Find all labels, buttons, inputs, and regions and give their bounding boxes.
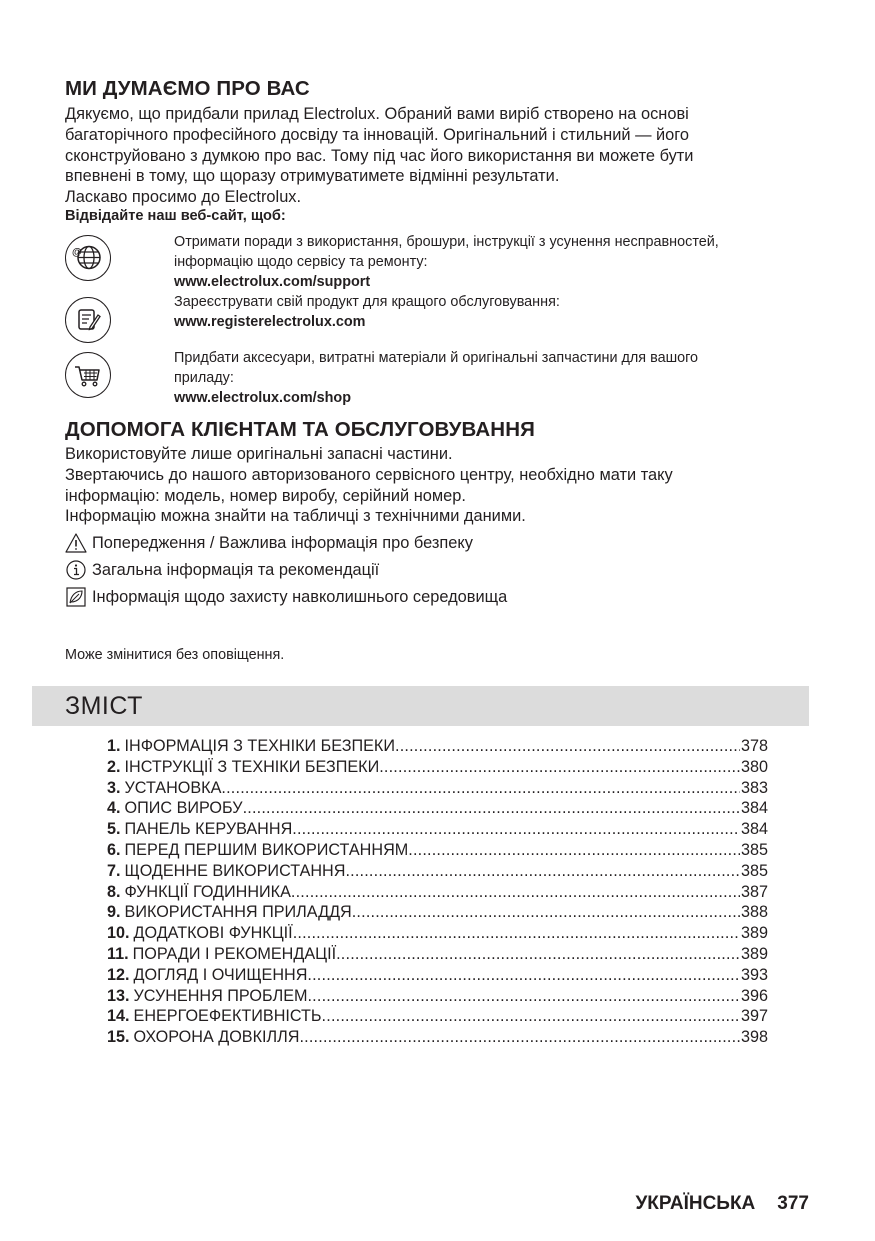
environment-leaf-icon [65,586,87,608]
toc-entry[interactable] [107,841,768,862]
visit-text: інформацію щодо сервісу та ремонту: [174,254,428,270]
support-line: Використовуйте лише оригінальні запасні частини. [65,445,453,463]
legend-text: Попередження / Важлива інформація про безпеку [92,533,473,552]
toc-entry[interactable] [107,779,768,800]
toc-label: ВИКОРИСТАННЯ ПРИЛАДДЯ [124,903,352,922]
toc-page: 385 [740,861,768,880]
toc-label: ОХОРОНА ДОВКІЛЛЯ [133,1028,300,1047]
legend-text: Загальна інформація та рекомендації [92,560,380,579]
visit-item-shop [174,348,814,408]
toc-label: ФУНКЦІЇ ГОДИННИКА [124,882,291,901]
toc-label: ДОГЛЯД І ОЧИЩЕННЯ [133,965,308,984]
visit-item-support [174,232,814,292]
visit-text: Зареєструвати свій продукт для кращого обслуговування: [174,294,560,310]
toc-page: 383 [740,778,768,797]
toc-entry[interactable] [107,862,768,883]
toc-number: 7. [107,861,121,880]
change-notice: Може змінитися без оповіщення. [65,647,285,663]
toc-number: 12. [107,965,130,984]
intro-title: МИ ДУМАЄМО ПРО ВАС [65,77,310,100]
legend-text: Інформація щодо захисту навколишнього середовища [92,587,508,606]
toc-page: 389 [740,924,768,943]
toc-label: ПОРАДИ І РЕКОМЕНДАЦІЇ [132,944,337,963]
intro-line: Дякуємо, що придбали прилад Electrolux. Обраний вами виріб створено на основі [65,105,689,123]
toc-number: 5. [107,820,121,839]
shop-link[interactable]: www.electrolux.com/shop [174,390,351,406]
toc-number: 14. [107,1007,130,1026]
toc-entry[interactable] [107,820,768,841]
register-notepad-icon [65,297,111,343]
toc-page: 387 [740,882,768,901]
support-line: Звертаючись до нашого авторизованого сервісного центру, необхідно мати таку [65,465,673,484]
intro-line: багаторічного професійного досвіду та інновацій. Оригінальний і стильний — його [65,125,690,144]
toc-entry[interactable] [107,758,768,779]
toc-number: 15. [107,1028,130,1047]
table-of-contents [107,737,768,1049]
support-title: ДОПОМОГА КЛІЄНТАМ ТА ОБСЛУГОВУВАННЯ [65,418,535,441]
intro-line: впевнені в тому, що щоразу отримуватимете відмінні результати. [65,167,560,186]
legend-environment [65,586,507,608]
toc-entry[interactable] [107,945,768,966]
intro-paragraph [65,104,805,208]
support-line: інформацію: модель, номер виробу, серійний номер. [65,486,466,505]
toc-number: 1. [107,737,121,755]
toc-number: 6. [107,840,121,859]
toc-label: ПЕРЕД ПЕРШИМ ВИКОРИСТАННЯМ [124,840,409,859]
info-circle-icon [65,559,87,581]
visit-item-register [174,292,814,332]
visit-text: Отримати поради з використання, брошури, інструкції з усунення несправностей, [174,234,719,250]
toc-header-bar [32,686,809,726]
toc-title: ЗМІСТ [65,692,143,720]
toc-number: 8. [107,882,121,901]
support-paragraph [65,444,805,527]
footer-language: УКРАЇНСЬКА [635,1193,756,1214]
toc-entry[interactable] [107,883,768,904]
toc-page: 380 [740,757,768,776]
toc-page: 384 [740,820,768,839]
toc-entry[interactable] [107,1007,768,1028]
toc-entry[interactable] [107,1028,768,1049]
toc-label: ДОДАТКОВІ ФУНКЦІЇ [133,924,293,943]
toc-page: 384 [740,799,768,818]
visit-heading: Відвідайте наш веб-сайт, щоб: [65,208,286,224]
toc-page: 378 [740,737,768,755]
toc-label: ЕНЕРГОЕФЕКТИВНІСТЬ [133,1007,322,1026]
toc-label: УСУНЕННЯ ПРОБЛЕМ [133,986,308,1005]
page-footer [635,1193,809,1215]
intro-line: сконструйовано з думкою про вас. Тому під час його використання ви можете бути [65,146,694,165]
toc-entry[interactable] [107,903,768,924]
legend-info [65,559,379,581]
toc-number: 11. [107,944,129,963]
toc-entry[interactable] [107,737,768,758]
toc-number: 2. [107,757,121,776]
toc-number: 4. [107,799,121,818]
register-link[interactable]: www.registerelectrolux.com [174,314,366,330]
visit-text: Придбати аксесуари, витратні матеріали й оригінальні запчастини для вашого [174,350,699,366]
toc-entry[interactable] [107,799,768,820]
footer-page-number: 377 [777,1193,809,1214]
toc-page: 398 [740,1028,768,1047]
legend-warning [65,532,473,554]
toc-label: ІНСТРУКЦІЇ З ТЕХНІКИ БЕЗПЕКИ [124,757,380,776]
toc-page: 388 [740,903,768,922]
toc-number: 10. [107,924,130,943]
support-line: Інформацію можна знайти на табличці з технічними даними. [65,507,526,526]
toc-label: ПАНЕЛЬ КЕРУВАННЯ [124,820,293,839]
visit-text: приладу: [174,370,234,386]
toc-page: 397 [740,1007,768,1026]
warning-triangle-icon [65,532,87,554]
toc-label: ЩОДЕННЕ ВИКОРИСТАННЯ [124,861,346,880]
toc-entry[interactable] [107,924,768,945]
toc-page: 393 [740,965,768,984]
toc-number: 3. [107,778,121,797]
svg-text:@: @ [72,247,82,258]
intro-line: Ласкаво просимо до Electrolux. [65,188,302,207]
shopping-cart-icon [65,352,111,398]
toc-entry[interactable] [107,966,768,987]
toc-page: 385 [740,840,768,859]
toc-entry[interactable] [107,987,768,1008]
toc-label: ОПИС ВИРОБУ [124,799,243,818]
support-link[interactable]: www.electrolux.com/support [174,274,371,290]
toc-label: ІНФОРМАЦІЯ З ТЕХНІКИ БЕЗПЕКИ [124,737,395,755]
toc-label: УСТАНОВКА [124,778,222,797]
toc-page: 396 [740,986,768,1005]
toc-page: 389 [740,944,768,963]
toc-number: 9. [107,903,121,922]
toc-number: 13. [107,986,130,1005]
web-globe-icon [65,235,111,281]
